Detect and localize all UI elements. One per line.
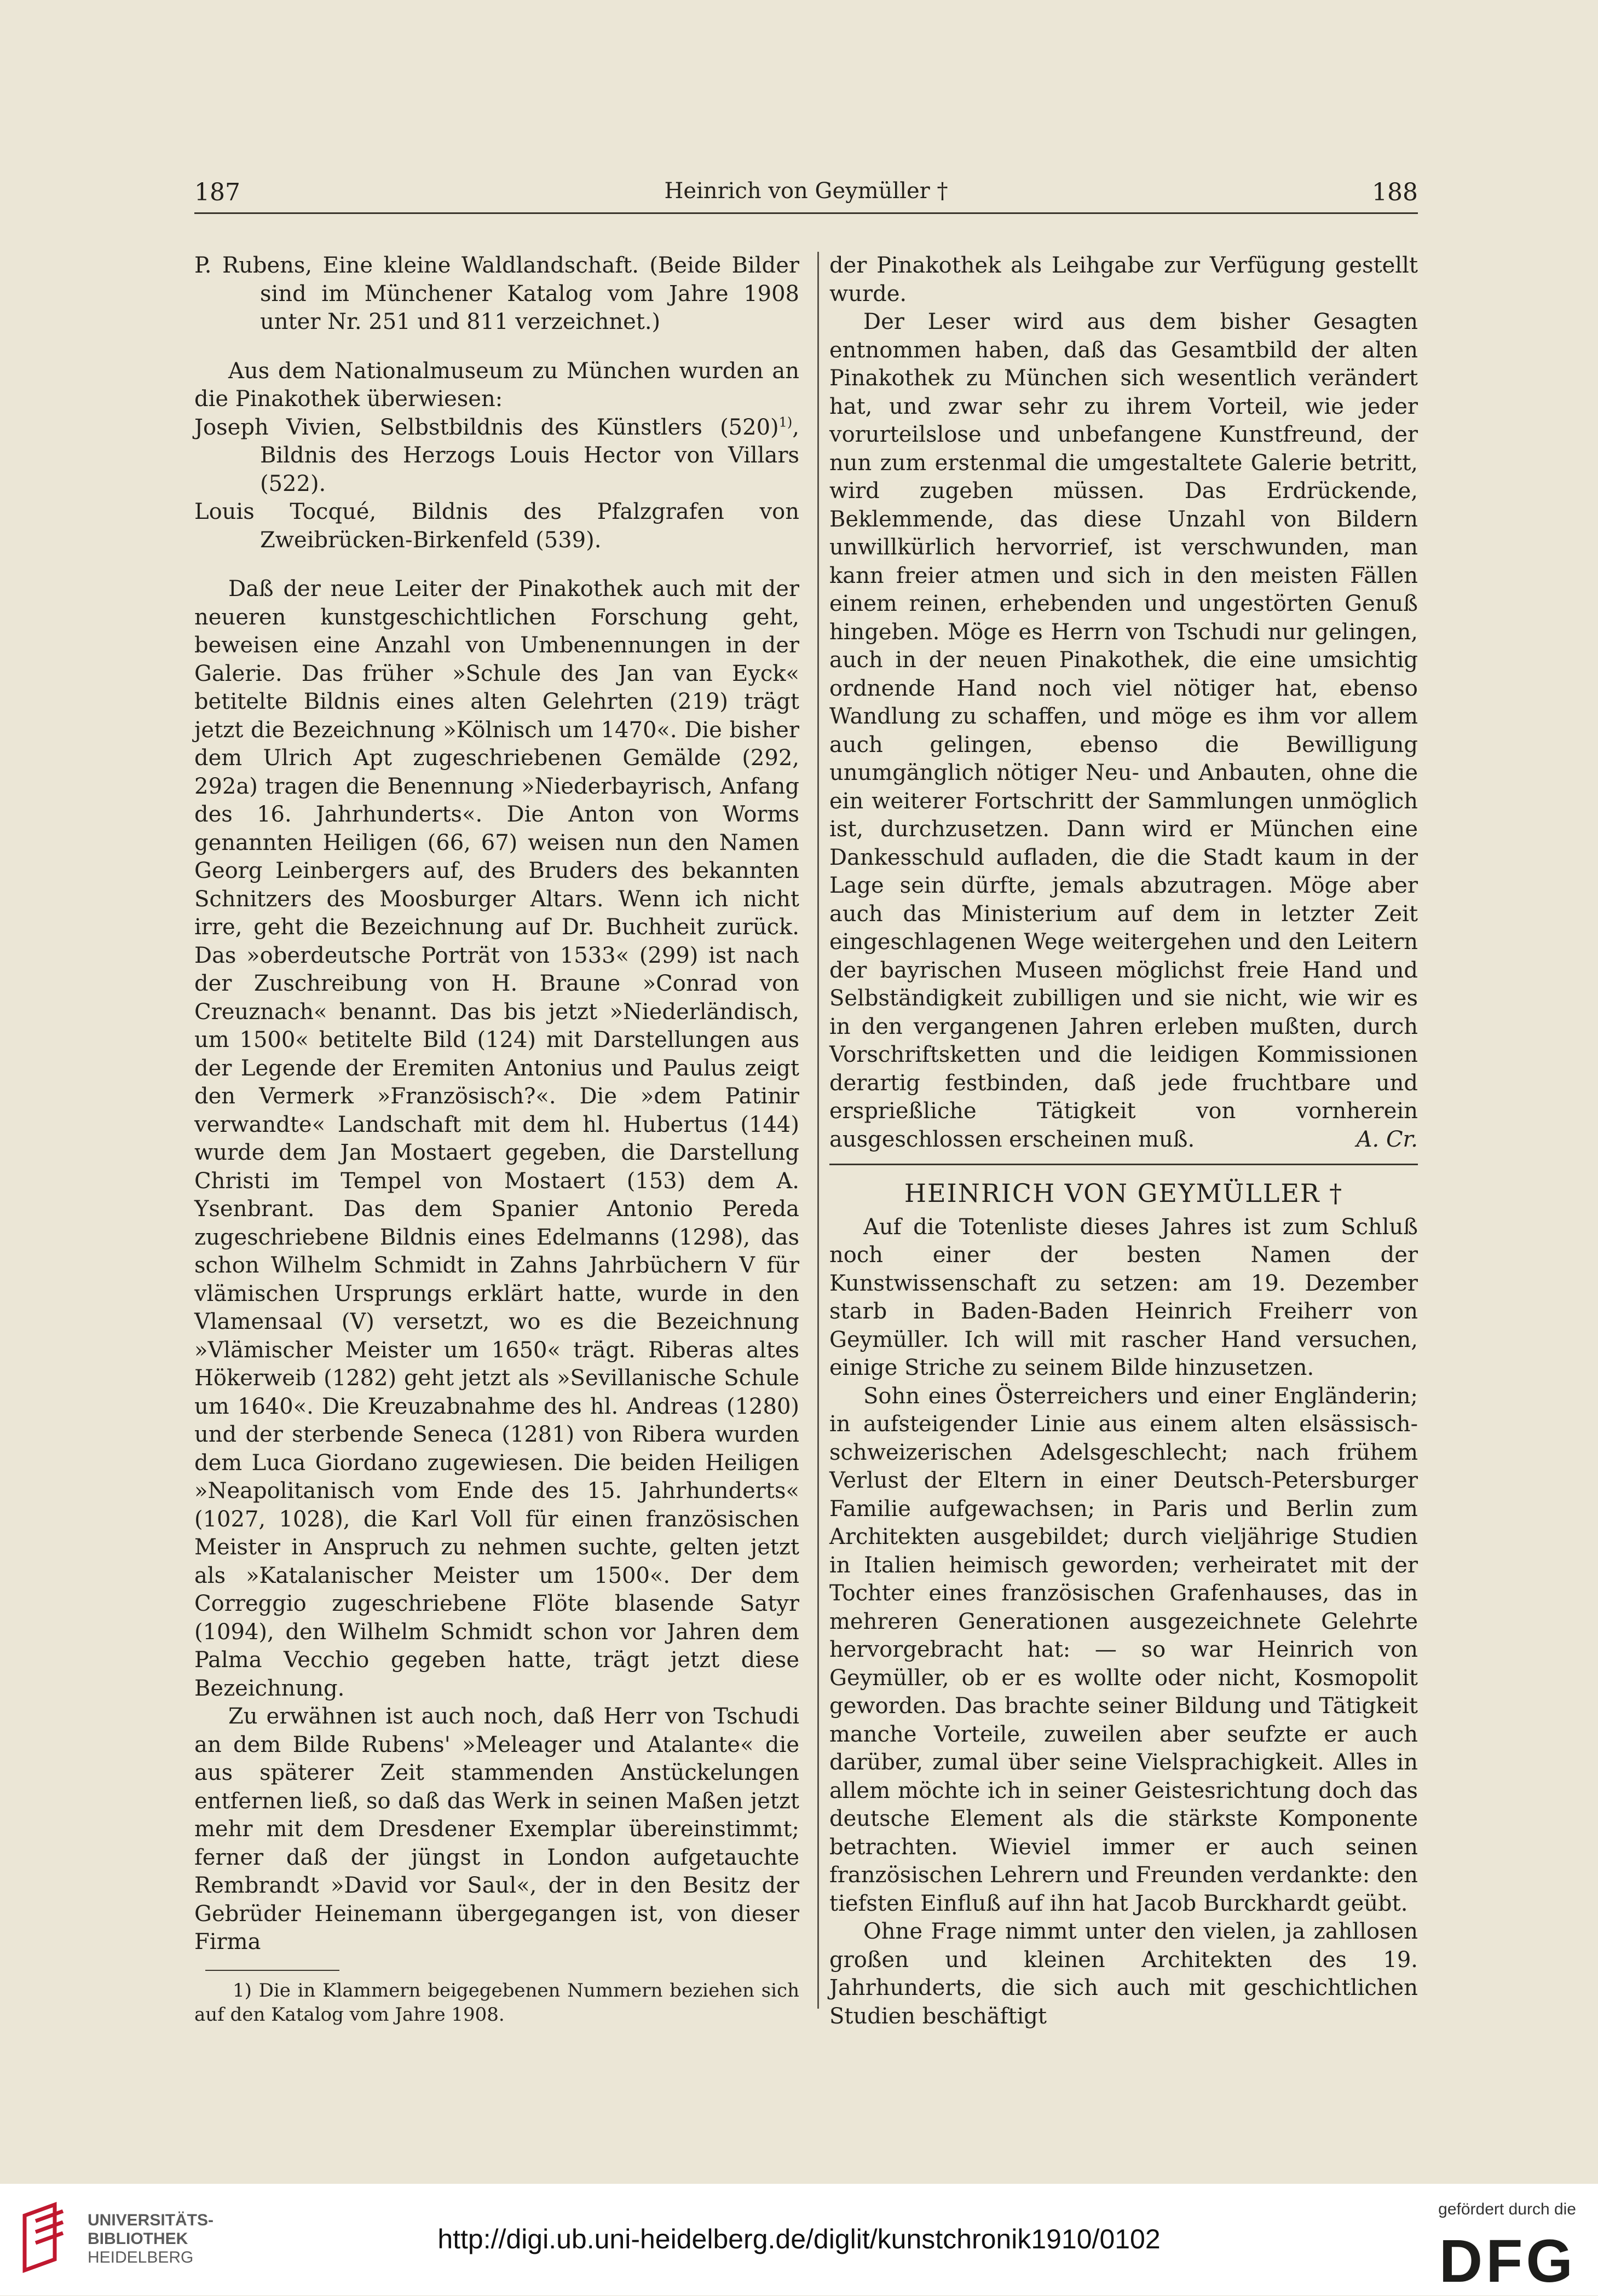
paragraph: Aus dem Nationalmuseum zu München wurden an die Pinakothek überwiesen:	[194, 358, 799, 412]
running-title: Heinrich von Geymüller †	[664, 178, 948, 204]
signature: A. Cr.	[1356, 1126, 1418, 1152]
running-head	[194, 174, 1418, 212]
permalink-url[interactable]: http://digi.ub.uni-heidelberg.de/diglit/kunstchronik1910/0102	[437, 2224, 1161, 2254]
section-title: HEINRICH VON GEYMÜLLER †	[904, 1178, 1343, 1208]
page-number-right: 188	[1372, 178, 1418, 206]
text-run: , Bildnis des Herzogs Louis Hector von Villars (522).	[260, 414, 799, 496]
footnote-rule	[205, 1970, 339, 1971]
paragraph: Louis Tocqué, Bildnis des Pfalzgrafen von Zweibrücken-Birkenfeld (539).	[194, 499, 799, 553]
paragraph: der Pinakothek als Leihgabe zur Verfügung gestellt wurde.	[829, 253, 1418, 306]
paragraph: Der Leser wird aus dem bisher Gesagten entnommen haben, daß das Gesamtbild der alten Pinakothek zu München sich wesentlich verändert hat, und zwar sehr zu ihrem Vorteil, wie jeder vorurteilslose und unbefangene Kunstfreund, der nun zum erstenmal die umgestaltete Galerie betritt, wird zugeben müssen. Das Erdrückende, Beklemmende, das diese Unzahl von Bildern unwillkürlich hervorrief, ist verschwunden, man kann freier atmen und sich in den meisten Fällen einem reinen, erhebenden und ungestörten Genuß hingeben. Möge es Herrn von Tschudi nur gelingen, auch in der neuen Pinakothek, die eine umsichtig ordnende Hand noch viel nötiger hat, ebenso Wandlung zu schaffen, und möge es ihm vor allem auch gelingen, ebenso die Bewilligung unumgänglich nötiger Neu- und Anbauten, ohne die ein weiterer Fortschritt der Sammlungen unmöglich ist, durchzusetzen. Dann wird er München eine Dankesschuld aufladen, die die Stadt kaum in der Lage sein dürfte, jemals abzutragen. Möge aber auch das Ministerium auf dem in letzter Zeit eingeschlagenen Wege weitergehen und den Leitern der bayrischen Museen möglichst freie Hand und Selbständigkeit zubilligen und sie nicht, wie wir es in den vergangenen Jahren erleben mußten, durch Vorschriftsketten und die leidigen Kommissionen derartig festbinden, daß jede fruchtbare und ersprießliche Tätigkeit von vornherein ausgeschlossen erscheinen muß.	[829, 309, 1418, 1152]
page-number-left: 187	[194, 178, 240, 206]
paragraph: Auf die Totenliste dieses Jahres ist zum Schluß noch einer der besten Namen der Kunstwissenschaft zu setzen: am 19. Dezember starb in Baden-Baden Heinrich Freiherr von Geymüller. Ich will mit rascher Hand versuchen, einige Striche zu seinem Bilde hinzusetzen.	[829, 1214, 1418, 1380]
library-name-line: BIBLIOTHEK	[88, 2230, 188, 2248]
footnote-marker: 1)	[778, 414, 793, 430]
funding-label: gefördert durch die	[1438, 2200, 1576, 2218]
header-rule	[194, 212, 1418, 214]
dfg-logo: DFG	[1439, 2228, 1576, 2295]
paragraph: Sohn eines Österreichers und einer Engländerin; in aufsteigender Linie aus einem alten elsässisch-schweizerischen Adelsgeschlecht; nach frühem Verlust der Eltern in einer Deutsch-Petersburger Familie aufgewachsen; in Paris und Berlin zum Architekten ausgebildet; durch vieljährige Studien in Italien heimisch geworden; verheiratet mit der Tochter eines französischen Grafenhauses, das in mehreren Generationen ausgezeichnete Gelehrte hervorgebracht hat: — so war Heinrich von Geymüller, ob er es wollte oder nicht, Kosmopolit geworden. Das brachte seiner Bildung und Tätigkeit manche Vorteile, zuweilen aber seufzte er auch darüber, zumal über seine Vielsprachigkeit. Alles in allem möchte ich in seiner Geistesrichtung doch das deutsche Element als die stärkste Komponente betrachten. Wieviel immer er auch seinen französischen Lehrern und Freunden verdankte: den tiefsten Einfluß auf ihn hat Jacob Burckhardt geübt.	[829, 1383, 1418, 1916]
paragraph: Daß der neue Leiter der Pinakothek auch mit der neueren kunstgeschichtlichen Forschung geht, beweisen eine Anzahl von Umbenennungen in der Galerie. Das früher »Schule des Jan van Eyck« betitelte Bildnis eines alten Gelehrten (219) trägt jetzt die Bezeichnung »Kölnisch um 1470«. Die bisher dem Ulrich Apt zugeschriebenen Gemälde (292, 292a) tragen die Benennung »Niederbayrisch, Anfang des 16. Jahrhunderts«. Die Anton von Worms genannten Heiligen (66, 67) weisen nun den Namen Georg Leinbergers auf, des Bruders des bekannten Schnitzers des Moosburger Altars. Wenn ich nicht irre, geht die Bezeichnung auf Dr. Buchheit zurück. Das »oberdeutsche Porträt von 1533« (299) ist nach der Zuschreibung von H. Braune »Conrad von Creuznach« benannt. Das bis jetzt »Niederländisch, um 1500« betitelte Bild (124) mit Darstellungen aus der Legende der Eremiten Antonius und Paulus zeigt den Vermerk »Französisch?«. Die »dem Patinir verwandte« Landschaft mit dem hl. Hubertus (144) wurde dem Jan Mostaert gegeben, die Darstellung Christi im Tempel von Mostaert (153) dem A. Ysenbrant. Das dem Spanier Antonio Pereda zugeschriebene Bildnis eines Edelmanns (1298), das schon Wilhelm Schmidt in Zahns Jahrbüchern V für vlämischen Ursprungs erklärt hatte, wurde in den Vlamensaal (V) versetzt, wo es die Bezeichnung »Vlämischer Meister um 1650« trägt. Riberas altes Hökerweib (1282) geht jetzt als »Sevillanische Schule um 1640«. Die Kreuzabnahme des hl. Andreas (1280) und der sterbende Seneca (1281) von Ribera wurden dem Luca Giordano zugewiesen. Die beiden Heiligen »Neapolitanisch vom Ende des 15. Jahrhunderts« (1027, 1028), die Karl Voll für einen französischen Meister in Anspruch zu nehmen suchte, gelten jetzt als »Katalanischer Meister um 1500«. Der dem Correggio zugeschriebene Flöte blasende Satyr (1094), den Wilhelm Schmidt schon vor Jahren dem Palma Vecchio gegeben hatte, trägt jetzt diese Bezeichnung.	[194, 576, 799, 1701]
right-column	[829, 252, 1418, 2031]
paragraph: P. Rubens, Eine kleine Waldlandschaft. (Beide Bilder sind im Münchener Katalog vom Jahre 1908 unter Nr. 251 und 811 verzeichnet.)	[194, 253, 799, 334]
text-run: Joseph Vivien, Selbstbildnis des Künstlers (520)	[194, 414, 779, 440]
library-name-line: HEIDELBERG	[88, 2248, 194, 2266]
column-divider	[817, 252, 819, 2009]
library-name-line: UNIVERSITÄTS-	[88, 2211, 214, 2229]
footnote: 1) Die in Klammern beigegebenen Nummern beziehen sich auf den Katalog vom Jahre 1908.	[194, 1979, 799, 2026]
paragraph: Zu erwähnen ist auch noch, daß Herr von Tschudi an dem Bilde Rubens' »Meleager und Atalante« die aus späterer Zeit stammenden Anstückelungen entfernen ließ, so daß das Werk in seinen Maßen jetzt mehr mit dem Dresdener Exemplar übereinstimmt; ferner daß der jüngst in London aufgetauchte Rembrandt »David vor Saul«, der in den Besitz der Gebrüder Heinemann übergegangen ist, von dieser Firma	[194, 1704, 799, 1954]
paragraph: Ohne Frage nimmt unter den vielen, ja zahllosen großen und kleinen Architekten des 19. Jahrhunderts, die sich auch mit geschichtlichen Studien beschäftigt	[829, 1919, 1418, 2029]
left-column	[194, 252, 799, 2027]
footer-bar	[0, 2184, 1598, 2295]
section-rule	[829, 1164, 1418, 1165]
paragraph	[194, 414, 799, 499]
